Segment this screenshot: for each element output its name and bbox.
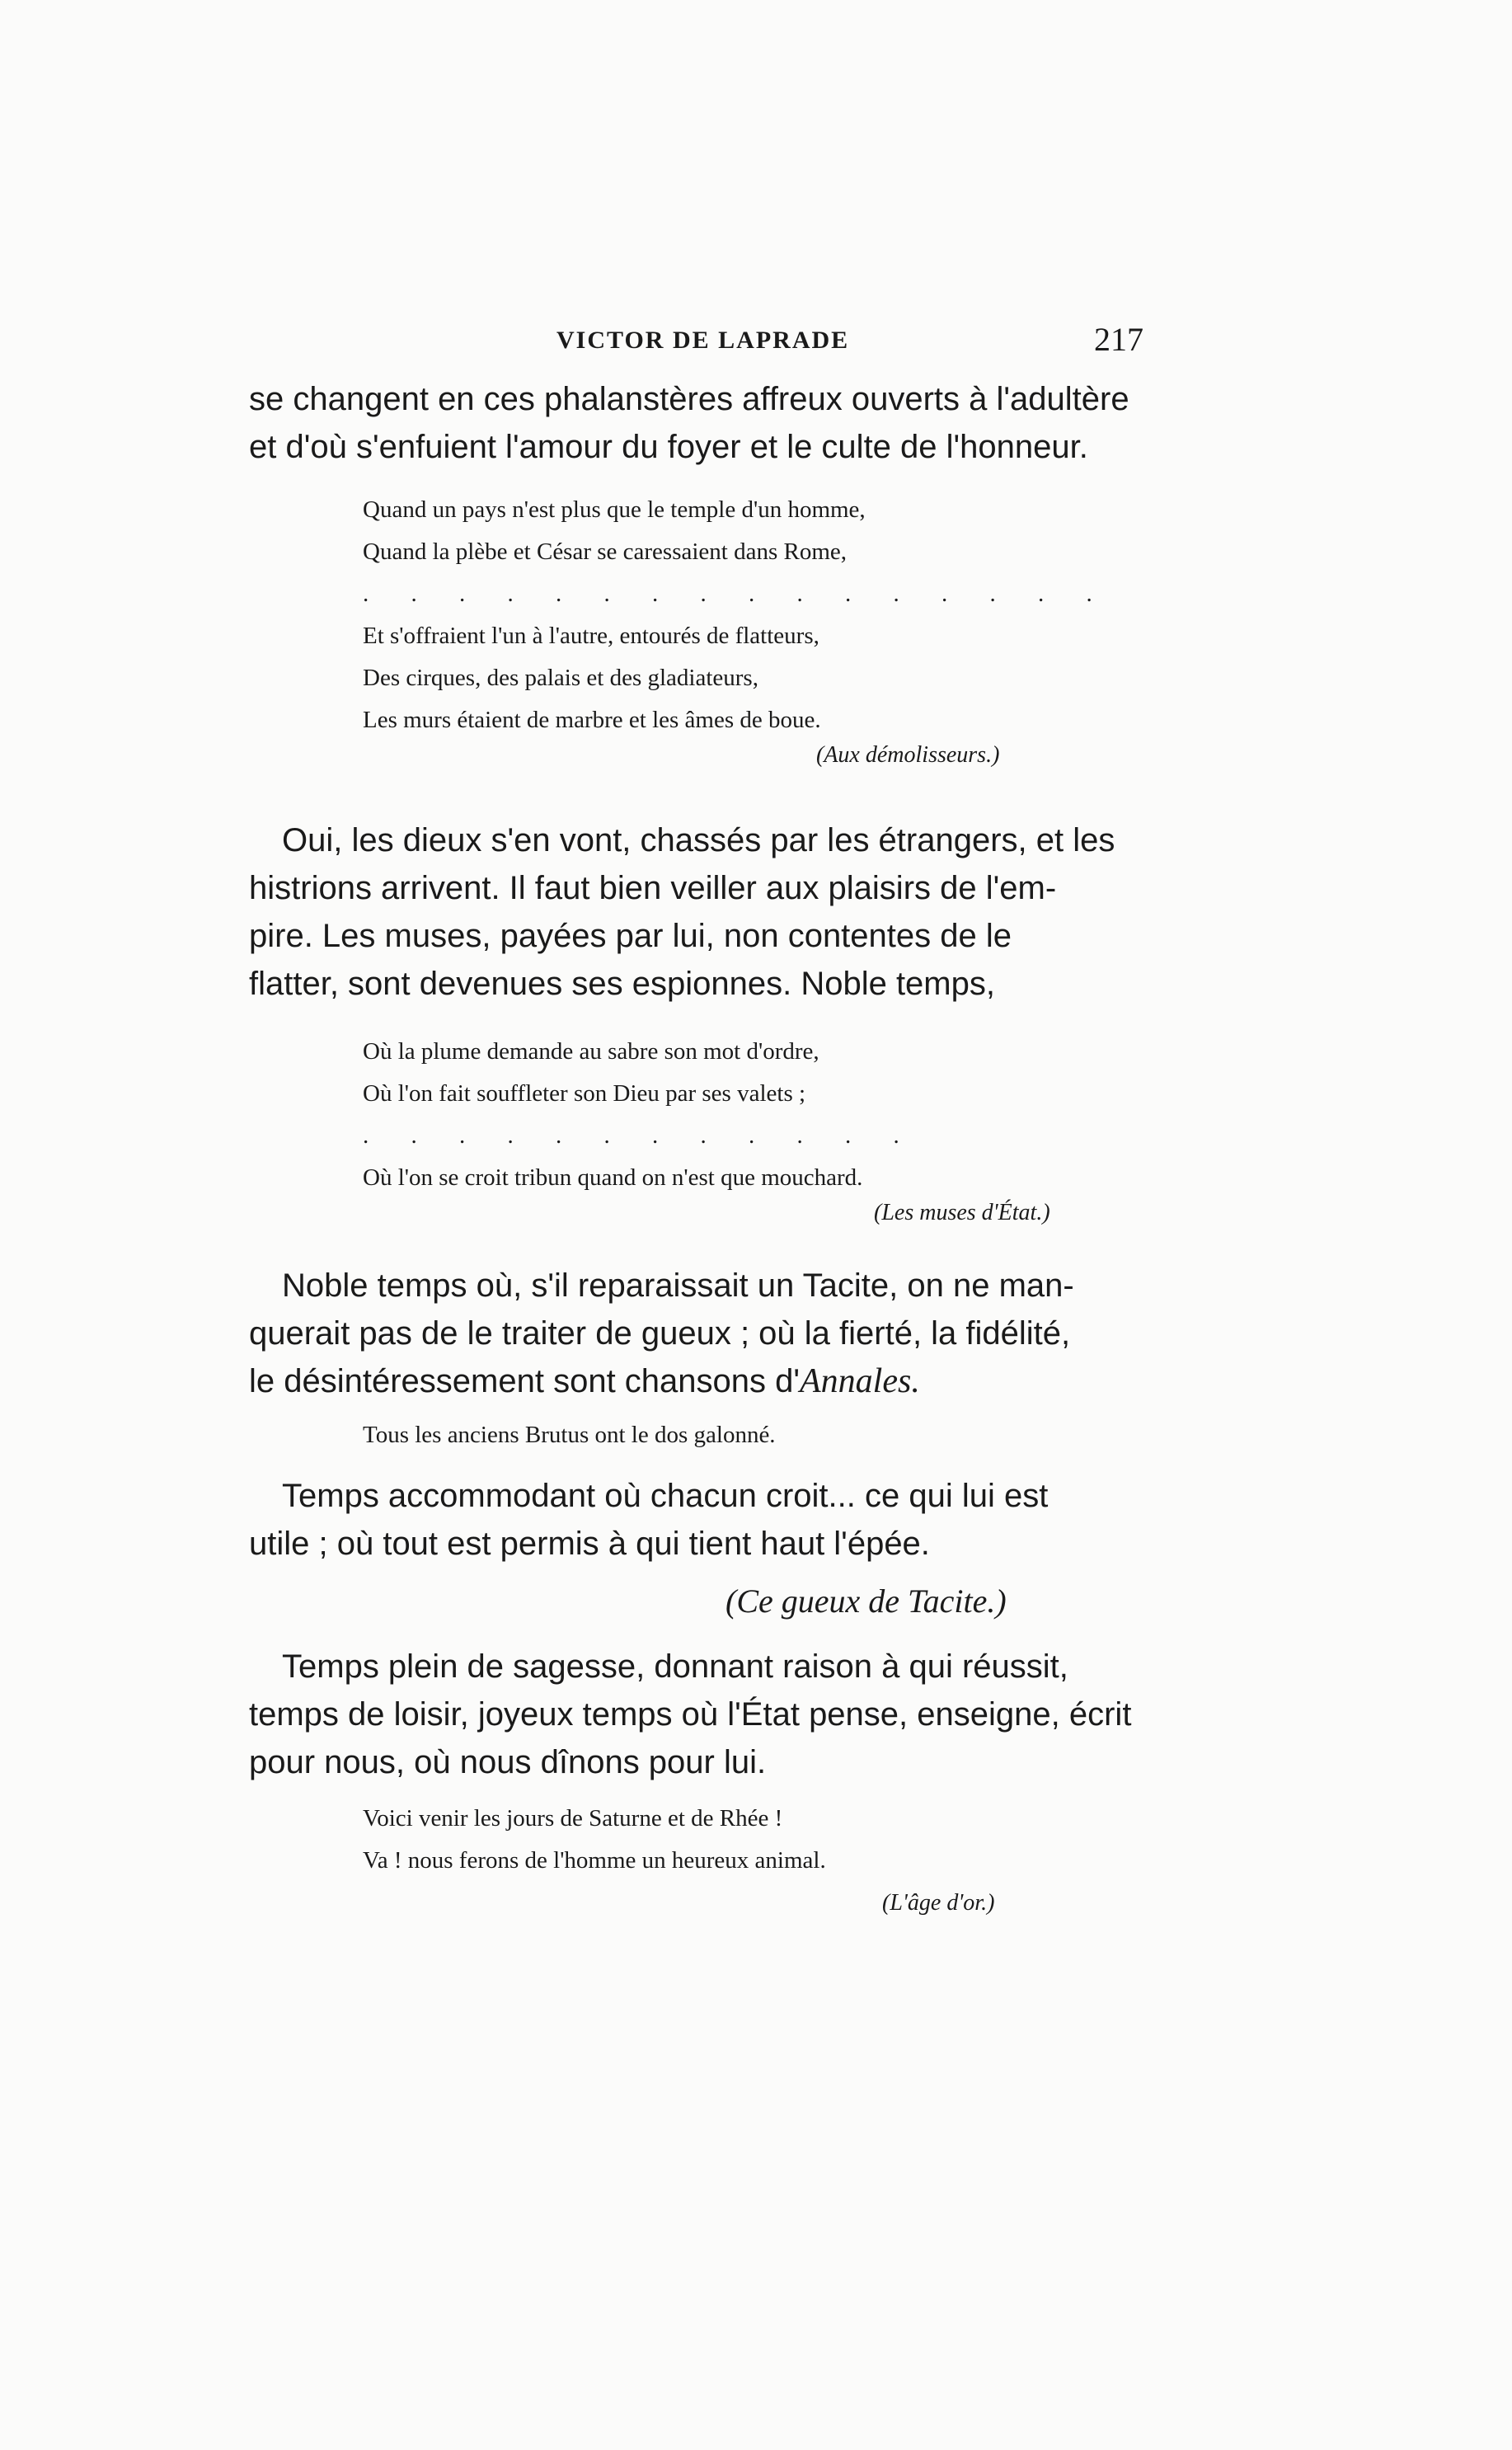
text-line: temps de loisir, joyeux temps où l'État pense, enseigne, écrit bbox=[249, 1696, 1132, 1733]
paragraph-2 bbox=[249, 816, 1143, 1008]
verse-line: Où l'on fait souffleter son Dieu par ses valets ; bbox=[363, 1080, 806, 1107]
running-title: VICTOR DE LAPRADE bbox=[556, 327, 850, 354]
verse-line: Voici venir les jours de Saturne et de Rhée ! bbox=[363, 1805, 783, 1832]
verse-quote-4 bbox=[363, 1798, 826, 1882]
verse-line: Les murs étaient de marbre et les âmes de boue. bbox=[363, 707, 821, 733]
quote-source: (Aux démolisseurs.) bbox=[816, 742, 1000, 768]
text-line: pire. Les muses, payées par lui, non contentes de le bbox=[249, 918, 1012, 954]
ellipsis-dots: . . . . . . . . . . . . bbox=[363, 1122, 918, 1149]
verse-quote-2 bbox=[363, 1031, 918, 1199]
text-line: se changent en ces phalanstères affreux ouverts à l'adultère bbox=[249, 381, 1129, 417]
paragraph-5 bbox=[249, 1643, 1143, 1786]
text-line: histrions arrivent. Il faut bien veiller aux plaisirs de l'em- bbox=[249, 870, 1057, 906]
text-line: Temps plein de sagesse, donnant raison à qui réussit, bbox=[282, 1648, 1068, 1685]
quote-source: (Les muses d'État.) bbox=[874, 1200, 1050, 1225]
verse-line: Quand la plèbe et César se caressaient dans Rome, bbox=[363, 538, 848, 565]
ellipsis-dots: . . . . . . . . . . . . . . . . bbox=[363, 581, 1111, 607]
text-line bbox=[249, 1357, 1143, 1405]
verse-line: Va ! nous ferons de l'homme un heureux animal. bbox=[363, 1847, 826, 1874]
verse-line: Des cirques, des palais et des gladiateurs, bbox=[363, 665, 758, 691]
page-header bbox=[249, 320, 1143, 361]
text-line: utile ; où tout est permis à qui tient haut l'épée. bbox=[249, 1526, 930, 1562]
verse-quote-3 bbox=[363, 1414, 776, 1456]
text-line: Oui, les dieux s'en vont, chassés par les étrangers, et les bbox=[282, 822, 1115, 858]
verse-line: Où l'on se croit tribun quand on n'est que mouchard. bbox=[363, 1164, 863, 1191]
quote-source: (L'âge d'or.) bbox=[882, 1890, 995, 1916]
page-number: 217 bbox=[1094, 321, 1143, 358]
verse-line: Et s'offraient l'un à l'autre, entourés de flatteurs, bbox=[363, 623, 819, 649]
text-line: Noble temps où, s'il reparaissait un Tacite, on ne man- bbox=[282, 1267, 1074, 1304]
text-line: pour nous, où nous dînons pour lui. bbox=[249, 1744, 767, 1780]
text-line: Temps accommodant où chacun croit... ce qui lui est bbox=[282, 1478, 1049, 1514]
text-line: flatter, sont devenues ses espionnes. Noble temps, bbox=[249, 966, 995, 1002]
paragraph-3 bbox=[249, 1262, 1143, 1405]
paragraph-4 bbox=[249, 1472, 1143, 1568]
verse-quote-1 bbox=[363, 489, 1111, 741]
quote-source: (Ce gueux de Tacite.) bbox=[725, 1582, 1007, 1620]
text-run: le désintéressement sont chansons d' bbox=[249, 1363, 801, 1399]
italic-title: Annales. bbox=[800, 1362, 920, 1400]
text-line: querait pas de le traiter de gueux ; où la fierté, la fidélité, bbox=[249, 1315, 1071, 1352]
verse-line: Quand un pays n'est plus que le temple d'un homme, bbox=[363, 496, 866, 523]
paragraph-1 bbox=[249, 375, 1143, 471]
verse-line: Où la plume demande au sabre son mot d'ordre, bbox=[363, 1038, 819, 1065]
verse-line: Tous les anciens Brutus ont le dos galonné. bbox=[363, 1422, 776, 1448]
text-line: et d'où s'enfuient l'amour du foyer et le culte de l'honneur. bbox=[249, 429, 1088, 465]
